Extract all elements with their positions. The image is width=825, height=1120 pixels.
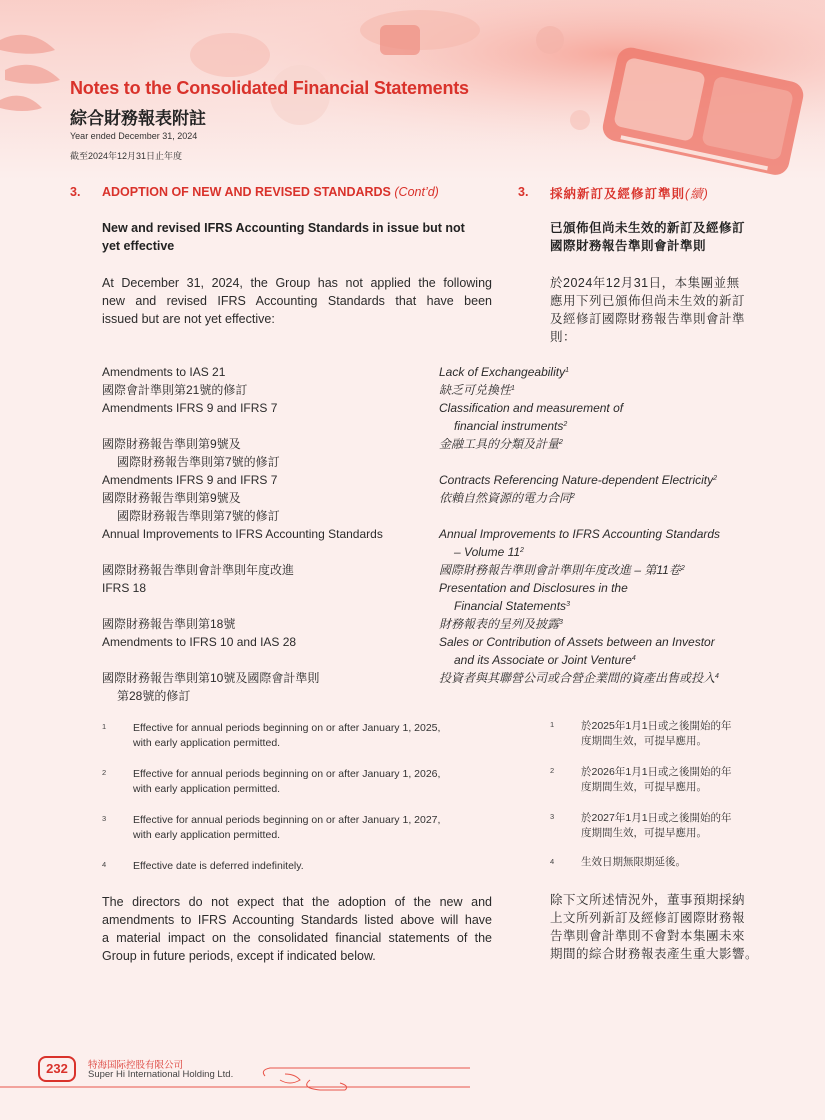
footnote-line: Effective for annual periods beginning on or after January 1, 2026, [133,768,441,780]
standard-title [439,417,720,435]
closing-line: 上文所列新訂及經修訂國際財務報 [550,911,746,925]
standard-title-chinese [439,615,720,633]
standard-title: Sales or Contribution of Assets between an Investor [439,635,715,649]
section-title-text: ADOPTION OF NEW AND REVISED STANDARDS [102,185,391,199]
footnote-number: 4 [102,860,107,869]
footnote-text [133,721,440,751]
footnote-number-chinese: 3 [550,812,555,821]
footnote-line: Effective for annual periods beginning on or after January 1, 2025, [133,722,441,734]
footnote-ref: 1 [511,385,515,392]
standard-title-text: 金融工具的分類及計量 [439,437,560,451]
footnote-ref: 2 [563,421,568,428]
footnote-text: Effective date is deferred indefinitely. [133,860,304,872]
standard-title-text: Financial Statements [454,599,567,613]
standard-title-text: and its Associate or Joint Venture [454,653,632,667]
footnote-number-chinese: 4 [550,857,555,866]
footnote-ref: 2 [559,439,563,446]
standard-title: Annual Improvements to IFRS Accounting Standards [439,527,721,541]
footnote-line: with early application permitted. [133,783,281,795]
footnote-line: 於2027年1月1日或之後開始的年 [581,812,732,824]
section-number-chinese: 3. [518,185,529,199]
footnote-ref: 2 [571,493,575,500]
footnote-number-chinese: 1 [550,720,555,729]
footnote-text-chinese: 生效日期無限期延後。 [581,856,686,868]
standard-name-chinese: 第28號的修訂 [117,689,191,703]
standard-title-text: 依賴自然資源的電力合同 [439,491,572,505]
standard-name: Annual Improvements to IFRS Accounting Standards [102,527,383,541]
closing-paragraph [102,893,492,965]
footnote-text-chinese [581,811,732,841]
section-title-text-chinese: 採納新訂及經修訂準則 [550,187,686,201]
intro-line: 應用下列已頒佈但尚未生效的新訂 [550,294,746,308]
standard-title-text: Lack of Exchangeability [439,365,566,379]
intro-line: 及經修訂國際財務報告準則會計準 [550,312,746,326]
standard-title-chinese [439,561,720,579]
standard-title-text: Contracts Referencing Nature-dependent Electricity [439,473,714,487]
standard-name: Amendments to IAS 21 [102,365,226,379]
section-title-chinese [550,184,709,202]
standard-name-chinese: 國際財務報告準則第7號的修訂 [117,455,280,469]
standard-title [439,651,720,669]
footnote-ref: 2 [713,475,718,482]
standard-name: Amendments IFRS 9 and IFRS 7 [102,401,278,415]
standard-name: IFRS 18 [102,581,147,595]
footnote-text-chinese [581,765,732,795]
standard-name: Amendments IFRS 9 and IFRS 7 [102,473,278,487]
company-name: Super Hi International Holding Ltd. [88,1069,234,1080]
standard-name-chinese: 國際財務報告準則第18號 [102,617,236,631]
closing-line: The directors do not expect that the adoption of the new and [102,895,492,909]
subheading-line: New and revised IFRS Accounting Standards in issue but not [102,221,465,235]
standards-left-column [102,363,383,705]
closing-line: 期間的綜合財務報表產生重大影響。 [550,947,759,961]
standard-name-chinese: 國際財務報告準則第10號及國際會計準則 [102,671,320,685]
standard-name-chinese: 國際財務報告準則會計準則年度改進 [102,563,295,577]
page-title: Notes to the Consolidated Financial Statements [70,78,469,98]
intro-line: new and revised IFRS Accounting Standards that have been [102,294,492,308]
standard-title: Presentation and Disclosures in the [439,581,628,595]
standard-title: Classification and measurement of [439,401,624,415]
footnote-line: 度期間生效，可提早應用。 [581,781,707,793]
subheading-line: yet effective [102,239,175,253]
footnote-ref: 4 [715,673,719,680]
company-name-chinese: 特海国际控股有限公司 [88,1060,184,1071]
subheading-line: 國際財務報告準則會計準則 [550,239,707,253]
closing-paragraph-chinese [550,891,758,963]
standard-title [439,363,720,381]
footnote-line: 度期間生效，可提早應用。 [581,827,707,839]
standard-name-chinese: 國際財務報告準則第9號及 [102,491,241,505]
footnote-ref: 4 [631,655,636,662]
footnote-text [133,767,440,797]
period-label-chinese: 截至2024年12月31日止年度 [70,151,183,161]
footnote-number-chinese: 2 [550,766,555,775]
footnote-ref: 2 [520,547,524,554]
standard-title-text: 財務報表的呈列及披露 [439,617,560,631]
footnote-line: with early application permitted. [133,737,281,749]
footnote-ref: 1 [565,367,569,374]
standard-name-chinese: 國際財務報告準則第7號的修訂 [117,509,280,523]
intro-line: At December 31, 2024, the Group has not applied the following [102,276,492,290]
standard-title-text: 投資者與其聯營公司或合營企業間的資產出售或投入 [439,671,716,685]
subheading-chinese [550,219,745,255]
footnote-ref: 3 [559,619,563,626]
intro-paragraph [102,274,492,328]
standard-title-text: – Volume 11 [454,545,521,559]
standard-title-chinese [439,381,720,399]
footnote-text [133,813,440,843]
standard-title-chinese [439,489,720,507]
footnote-ref: 2 [680,565,685,572]
standard-name-chinese: 國際財務報告準則第9號及 [102,437,241,451]
standard-title-text: 國際財務報告準則會計準則年度改進 – 第11卷 [439,563,681,577]
footnote-number: 3 [102,814,107,823]
period-label: Year ended December 31, 2024 [70,131,198,141]
footnote-number: 1 [102,722,107,731]
intro-line: 則： [550,330,577,344]
intro-line: 於2024年12月31日，本集團並無 [550,276,740,290]
closing-line: a material impact on the consolidated financial statements of the [102,931,492,945]
footnote-line: 度期間生效，可提早應用。 [581,735,707,747]
footnote-line: 於2026年1月1日或之後開始的年 [581,766,732,778]
standards-right-column [439,363,720,687]
intro-paragraph-chinese [550,274,745,346]
footnote-line: with early application permitted. [133,829,281,841]
closing-line: amendments to IFRS Accounting Standards listed above will have [102,913,492,927]
standard-title-chinese [439,435,720,453]
footnote-number: 2 [102,768,107,777]
standard-title [439,543,720,561]
subheading [102,219,492,255]
standard-title [439,471,720,489]
closing-line: 告準則會計準則不會對本集團未來 [550,929,746,943]
footnote-text-chinese [581,719,732,749]
footnote-line: 於2025年1月1日或之後開始的年 [581,720,732,732]
subheading-line: 已頒佈但尚未生效的新訂及經修訂 [550,221,746,235]
standard-title [439,597,720,615]
section-cont-label-chinese: (續) [685,187,709,201]
page-title-chinese: 綜合財務報表附註 [70,109,206,128]
section-title [102,185,439,199]
standard-title-text: 缺乏可兑換性 [439,383,512,397]
section-cont-label: (Cont’d) [394,185,439,199]
standard-title-chinese [439,669,720,687]
closing-line: 除下文所述情況外，董事預期採納 [550,893,746,907]
footnote-ref: 3 [566,601,570,608]
standard-name-chinese: 國際會計準則第21號的修訂 [102,383,248,397]
page-number: 232 [38,1056,76,1082]
standard-name: Amendments to IFRS 10 and IAS 28 [102,635,297,649]
footnote-line: Effective for annual periods beginning on or after January 1, 2027, [133,814,441,826]
section-number: 3. [70,185,81,199]
intro-line: issued but are not yet effective: [102,312,275,326]
closing-line: Group in future periods, except if indicated below. [102,949,376,963]
standard-title-text: financial instruments [454,419,564,433]
